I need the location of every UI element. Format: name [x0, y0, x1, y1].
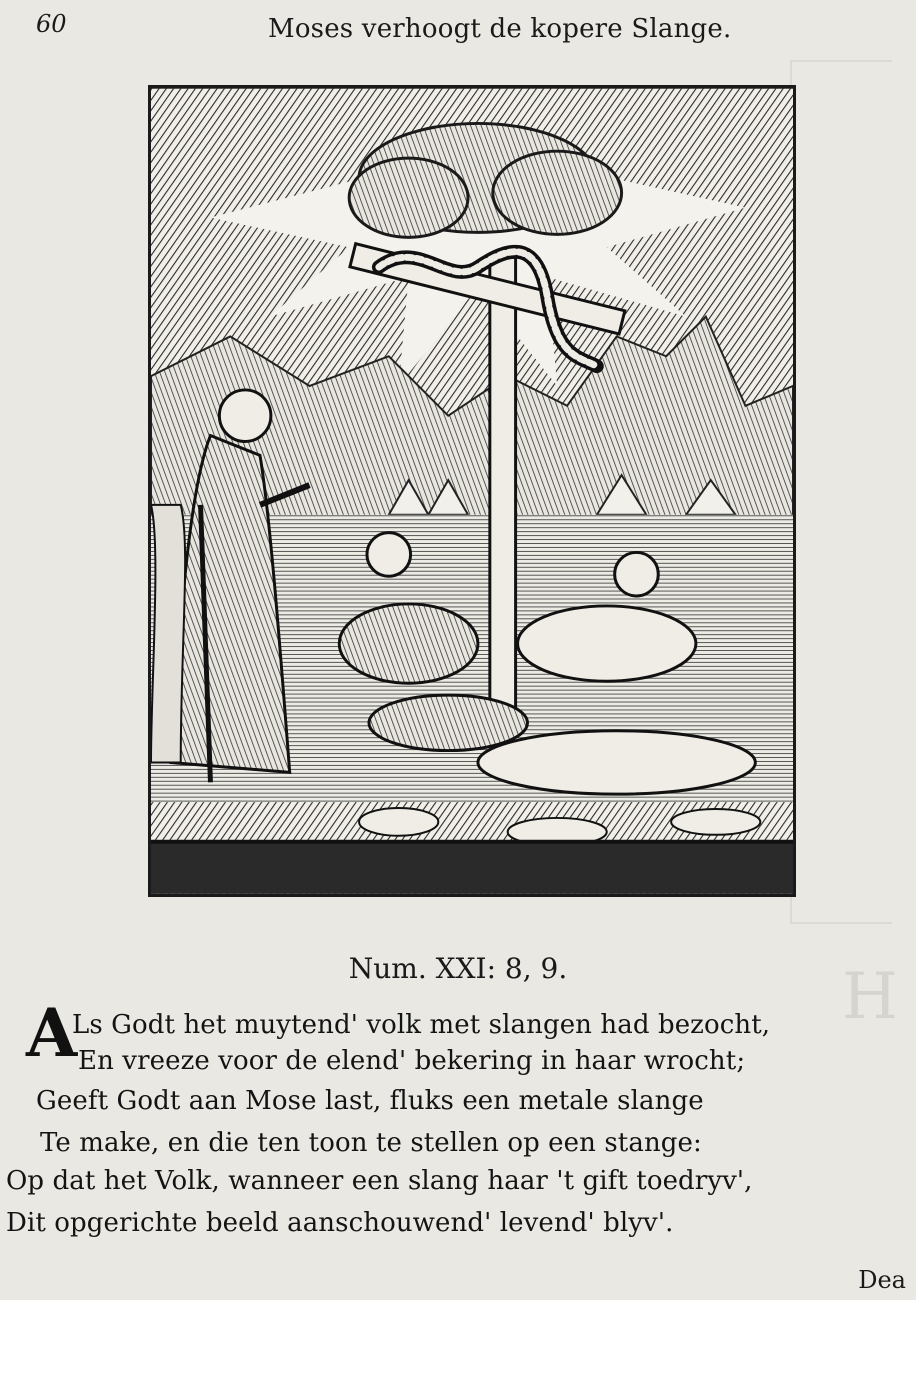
bleed-through-frame — [790, 60, 892, 924]
page-number: 60 — [36, 10, 67, 38]
kneeling-figure — [339, 604, 478, 683]
page-title: Moses verhoogt de kopere Slange. — [268, 14, 732, 44]
lying-figure — [478, 731, 755, 794]
scripture-reference: Num. XXI: 8, 9. — [348, 952, 568, 985]
reclining-figure — [518, 606, 696, 681]
drop-cap-initial: A — [26, 994, 78, 1072]
verse-line-4: Te make, en die ten toon te stellen op een stange: — [40, 1128, 702, 1158]
verse-line-2: En vreeze voor de elend' bekering in haar wrocht; — [78, 1046, 746, 1076]
woodcut-illustration — [148, 85, 796, 897]
verse-line-5: Op dat het Volk, wanneer een slang haar 't gift toedryv', — [6, 1166, 753, 1196]
pole-shape — [490, 257, 516, 723]
woodcut-svg — [151, 88, 793, 894]
verse-line-6: Dit opgerichte beeld aanschouwend' levend' blyv'. — [6, 1208, 674, 1238]
bleed-through-initial: H — [842, 960, 898, 1034]
verse-line-1: Ls Godt het muytend' volk met slangen had bezocht, — [72, 1010, 771, 1040]
verse-line-3: Geeft Godt aan Mose last, fluks een metale slange — [36, 1086, 704, 1116]
catchword: Dea — [858, 1266, 906, 1294]
